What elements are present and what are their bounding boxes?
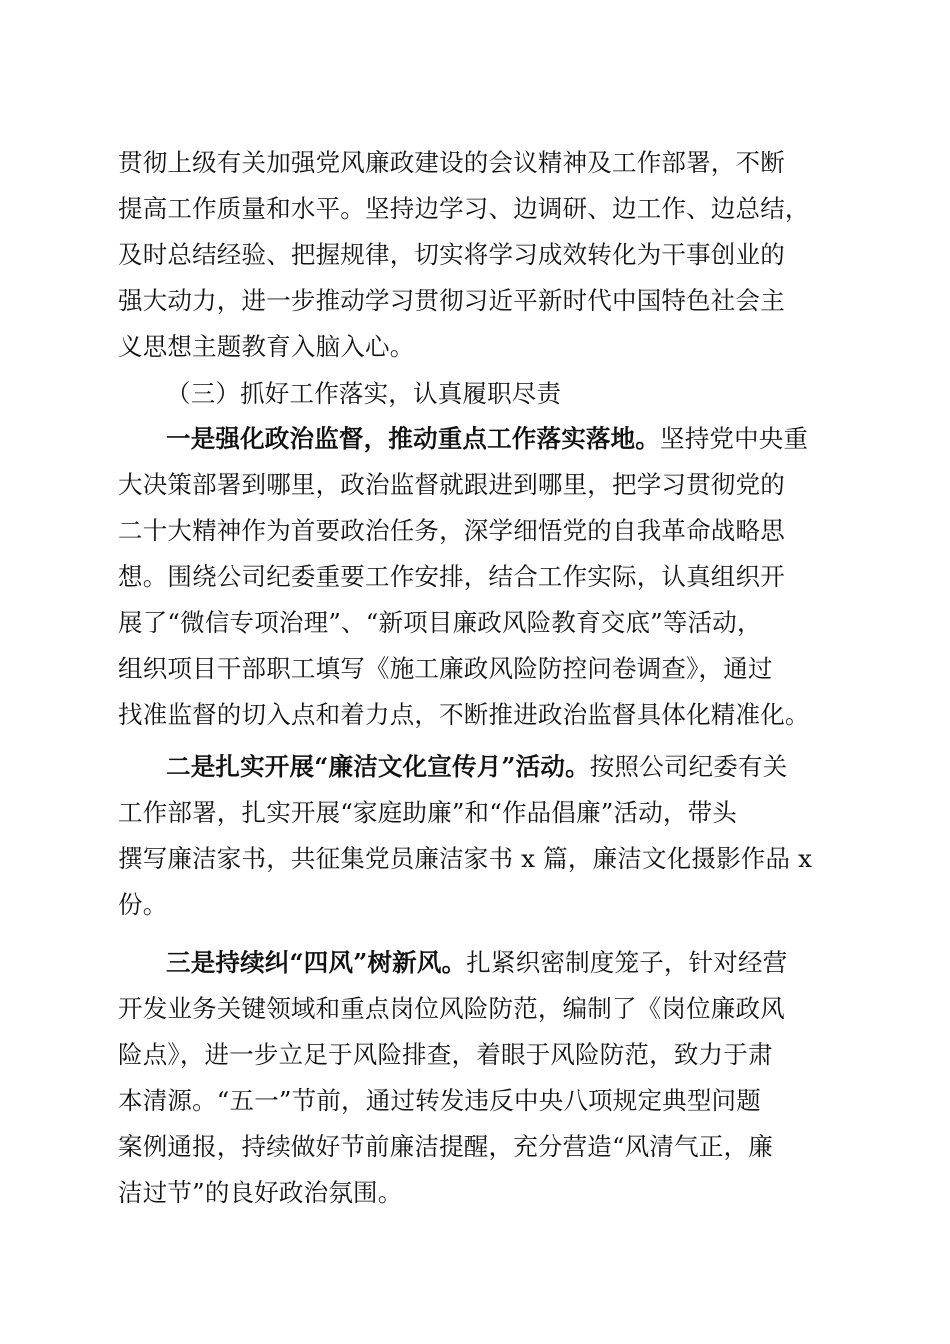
text-line: 撰写廉洁家书，共征集党员廉洁家书 x 篇，廉洁文化摄影作品 x: [118, 844, 813, 873]
text-line: 大决策部署到哪里，政治监督就跟进到哪里，把学习贯彻党的: [118, 470, 785, 499]
text-line: 及时总结经验、把握规律，切实将学习成效转化为干事创业的: [118, 240, 785, 269]
item-heading: 三是持续纠“四风”树新风。: [166, 948, 467, 977]
text-line: 二十大精神作为首要政治任务，深学细悟党的自我革命战略思: [118, 516, 785, 545]
text-line: 份。: [118, 890, 168, 919]
section-heading: （三）抓好工作落实，认真履职尽责: [166, 379, 562, 408]
text-line: 想。围绕公司纪委重要工作安排，结合工作实际，认真组织开: [118, 562, 785, 591]
text-line: 案例通报，持续做好节前廉洁提醒，充分营造“风清气正，廉: [118, 1132, 773, 1161]
text-line: 强大动力，进一步推动学习贯彻习近平新时代中国特色社会主: [118, 286, 785, 315]
text-line: 找准监督的切入点和着力点，不断推进政治监督具体化精准化。: [118, 700, 810, 729]
item-first-line: [118, 416, 830, 462]
item-heading: 一是强化政治监督，推动重点工作落实落地。: [166, 424, 660, 453]
item-text: 按照公司纪委有关: [589, 752, 788, 781]
text-line: 组织项目干部职工填写《施工廉政风险防控问卷调查》，通过: [118, 654, 773, 683]
text-line: 提高工作质量和水平。坚持边学习、边调研、边工作、边总结，: [118, 194, 810, 223]
text-line: 工作部署，扎实开展“家庭助廉”和“作品倡廉”活动，带头: [118, 798, 737, 827]
item-political-supervision: [118, 416, 830, 738]
text-line: 本清源。“五一”节前，通过转发违反中央八项规定典型问题: [118, 1086, 761, 1115]
item-four-styles: [118, 940, 830, 1216]
text-line: 洁过节”的良好政治氛围。: [118, 1178, 403, 1207]
item-heading: 二是扎实开展“廉洁文化宣传月”活动。: [166, 752, 590, 781]
text-line: 险点》，进一步立足于风险排查，着眼于风险防范，致力于肃: [118, 1040, 773, 1069]
text-line: 开发业务关键领域和重点岗位风险防范，编制了《岗位廉政风: [118, 994, 785, 1023]
paragraph-continuation: [118, 140, 830, 370]
item-text: 坚持党中央重: [660, 424, 809, 453]
item-first-line: [118, 744, 830, 790]
document-page: [118, 140, 830, 1216]
item-integrity-culture-month: [118, 744, 830, 928]
item-first-line: [118, 940, 830, 986]
text-line: 贯彻上级有关加强党风廉政建设的会议精神及工作部署，不断: [118, 148, 785, 177]
text-line: 义思想主题教育入脑入心。: [118, 332, 415, 361]
text-line: 展了“微信专项治理”、“新项目廉政风险教育交底”等活动，: [118, 608, 762, 637]
item-text: 扎紧织密制度笼子，针对经营: [466, 948, 788, 977]
